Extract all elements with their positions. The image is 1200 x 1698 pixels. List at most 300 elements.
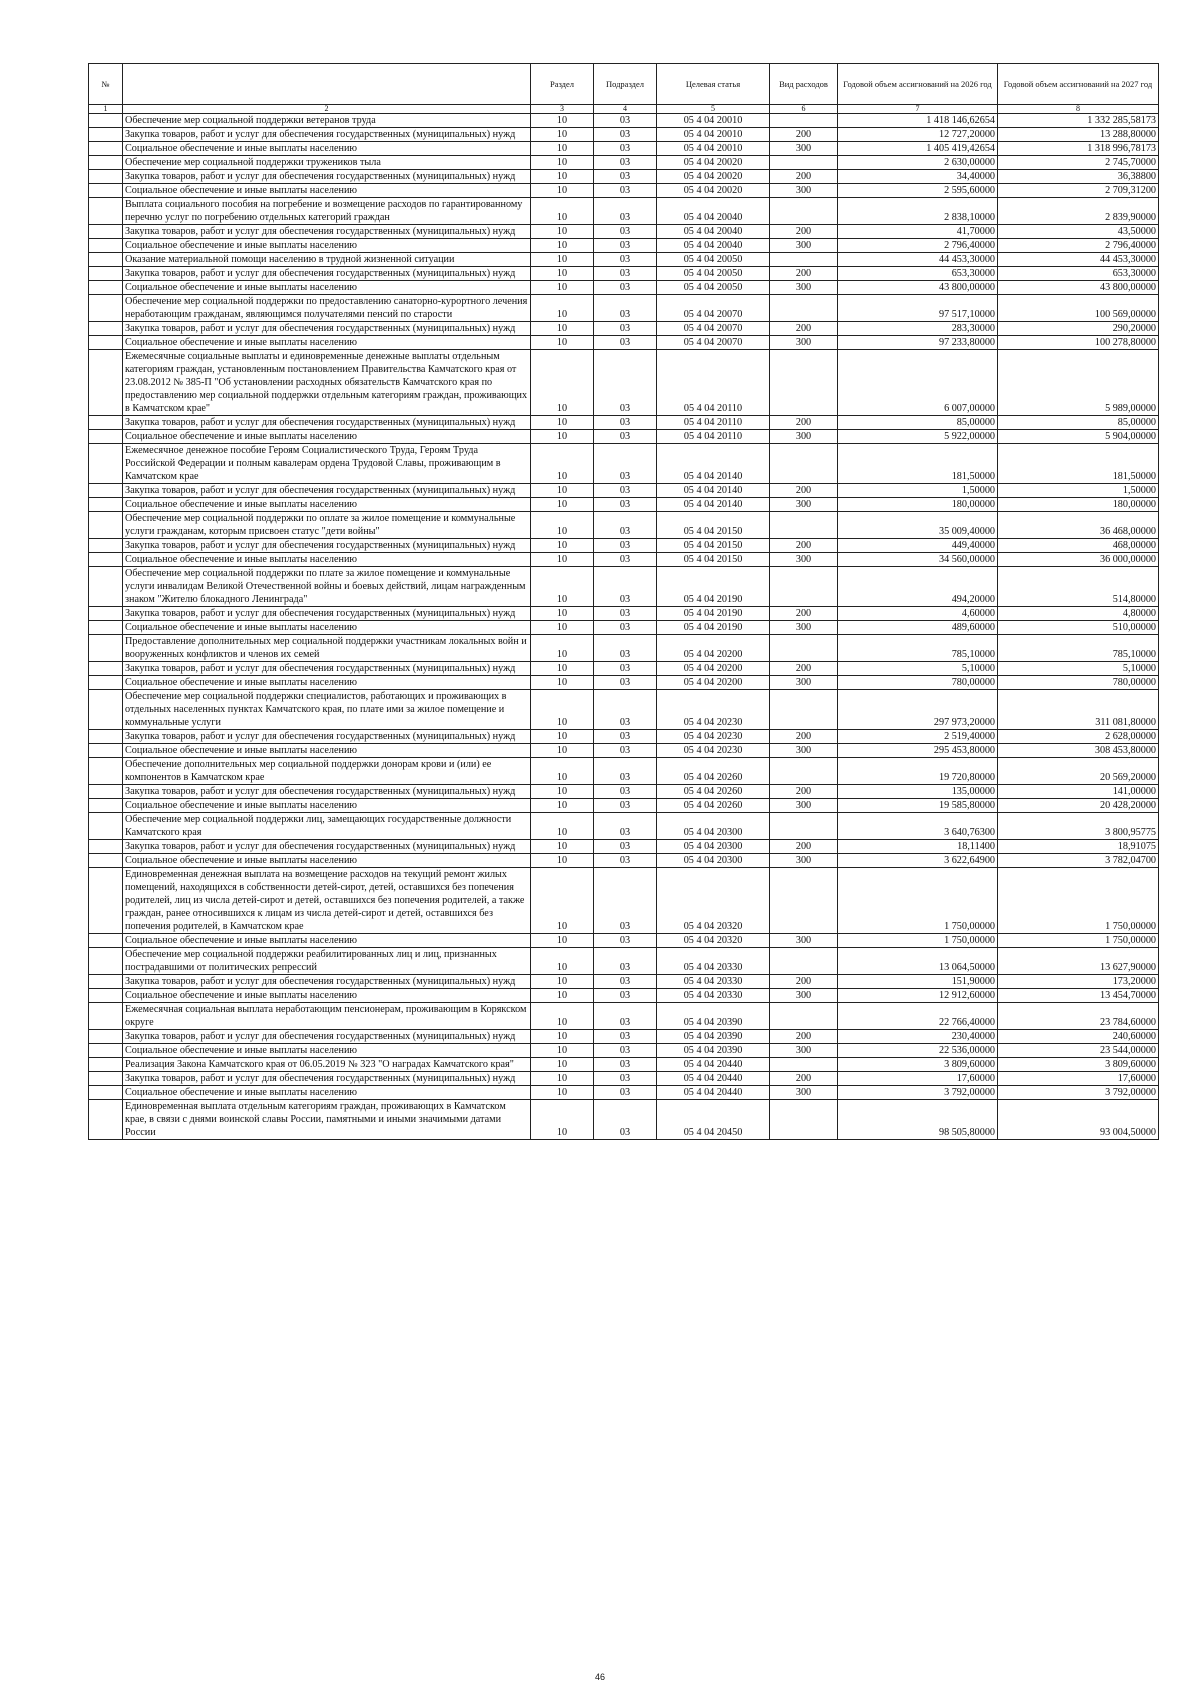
row-2027-cell: 13 288,80000: [998, 128, 1159, 142]
row-2027-cell: 13 627,90000: [998, 948, 1159, 975]
row-number-cell: [89, 676, 123, 690]
row-name-cell: Обеспечение мер социальной поддержки специалистов, работающих и проживающих в отдельных населенных пунктах Камчатского края, по плате ими за жилое помещение и коммунальные услуги: [123, 690, 531, 730]
row-target-cell: 05 4 04 20200: [657, 676, 770, 690]
row-2026-cell: 283,30000: [838, 322, 998, 336]
row-target-cell: 05 4 04 20260: [657, 799, 770, 813]
row-podrazdel-cell: 03: [594, 267, 657, 281]
row-2027-cell: 290,20000: [998, 322, 1159, 336]
row-2027-cell: 36,38800: [998, 170, 1159, 184]
row-target-cell: 05 4 04 20070: [657, 322, 770, 336]
row-number-cell: [89, 868, 123, 934]
col-header-2027: Годовой объем ассигнований на 2027 год: [998, 64, 1159, 105]
row-vid-cell: [770, 635, 838, 662]
table-row: [89, 498, 1159, 512]
col-header-podrazdel: Подраздел: [594, 64, 657, 105]
row-2026-cell: 22 536,00000: [838, 1044, 998, 1058]
row-2027-cell: 2 628,00000: [998, 730, 1159, 744]
row-podrazdel-cell: 03: [594, 198, 657, 225]
table-row: [89, 1044, 1159, 1058]
row-razdel-cell: 10: [531, 799, 594, 813]
row-2027-cell: 1 750,00000: [998, 868, 1159, 934]
row-name-cell: Обеспечение мер социальной поддержки лиц, замещающих государственные должности Камчатского края: [123, 813, 531, 840]
row-razdel-cell: 10: [531, 484, 594, 498]
budget-table-sheet: [88, 63, 1158, 1140]
column-number: 6: [770, 105, 838, 114]
row-razdel-cell: 10: [531, 295, 594, 322]
table-row: [89, 690, 1159, 730]
row-2026-cell: 449,40000: [838, 539, 998, 553]
row-2027-cell: 23 784,60000: [998, 1003, 1159, 1030]
row-vid-cell: 300: [770, 184, 838, 198]
row-target-cell: 05 4 04 20040: [657, 225, 770, 239]
row-target-cell: 05 4 04 20390: [657, 1044, 770, 1058]
row-vid-cell: 300: [770, 621, 838, 635]
table-row: [89, 484, 1159, 498]
table-row: [89, 662, 1159, 676]
row-2026-cell: 43 800,00000: [838, 281, 998, 295]
row-name-cell: Единовременная денежная выплата на возмещение расходов на текущий ремонт жилых помещений, находящихся в собственности детей-сирот, детей, оставшихся без попечения родителей, лиц из числа детей-сирот и детей, оставшихся без попечения родителей, а также граждан, ранее относившихся к лицам из числа детей-сирот и детей, оставшихся без попечения родителей, в Камчатском крае: [123, 868, 531, 934]
col-header-name: [123, 64, 531, 105]
row-razdel-cell: 10: [531, 854, 594, 868]
row-razdel-cell: 10: [531, 567, 594, 607]
row-target-cell: 05 4 04 20330: [657, 989, 770, 1003]
row-number-cell: [89, 1003, 123, 1030]
row-razdel-cell: 10: [531, 1100, 594, 1140]
row-number-cell: [89, 281, 123, 295]
row-target-cell: 05 4 04 20040: [657, 239, 770, 253]
row-name-cell: Социальное обеспечение и иные выплаты населению: [123, 1086, 531, 1100]
row-2026-cell: 3 792,00000: [838, 1086, 998, 1100]
row-vid-cell: [770, 350, 838, 416]
row-razdel-cell: 10: [531, 553, 594, 567]
row-2026-cell: 181,50000: [838, 444, 998, 484]
row-podrazdel-cell: 03: [594, 1072, 657, 1086]
row-podrazdel-cell: 03: [594, 785, 657, 799]
table-row: [89, 567, 1159, 607]
row-name-cell: Ежемесячное денежное пособие Героям Социалистического Труда, Героям Труда Российской Федерации и полным кавалерам ордена Трудовой Славы, проживающим в Камчатском крае: [123, 444, 531, 484]
row-target-cell: 05 4 04 20140: [657, 444, 770, 484]
row-2027-cell: 510,00000: [998, 621, 1159, 635]
row-vid-cell: 300: [770, 854, 838, 868]
row-podrazdel-cell: 03: [594, 156, 657, 170]
row-number-cell: [89, 170, 123, 184]
row-target-cell: 05 4 04 20260: [657, 785, 770, 799]
row-2027-cell: 2 709,31200: [998, 184, 1159, 198]
row-name-cell: Социальное обеспечение и иные выплаты населению: [123, 430, 531, 444]
row-podrazdel-cell: 03: [594, 498, 657, 512]
row-razdel-cell: 10: [531, 498, 594, 512]
row-razdel-cell: 10: [531, 813, 594, 840]
row-razdel-cell: 10: [531, 322, 594, 336]
row-podrazdel-cell: 03: [594, 142, 657, 156]
row-number-cell: [89, 989, 123, 1003]
row-number-cell: [89, 267, 123, 281]
row-number-cell: [89, 1044, 123, 1058]
row-vid-cell: 300: [770, 934, 838, 948]
row-vid-cell: 200: [770, 1072, 838, 1086]
row-2026-cell: 1 750,00000: [838, 868, 998, 934]
row-number-cell: [89, 156, 123, 170]
row-podrazdel-cell: 03: [594, 484, 657, 498]
row-number-cell: [89, 854, 123, 868]
row-2027-cell: 20 428,20000: [998, 799, 1159, 813]
row-number-cell: [89, 336, 123, 350]
row-number-cell: [89, 225, 123, 239]
row-number-cell: [89, 1072, 123, 1086]
table-row: [89, 676, 1159, 690]
row-vid-cell: [770, 758, 838, 785]
table-row: [89, 416, 1159, 430]
row-podrazdel-cell: 03: [594, 170, 657, 184]
table-row: [89, 114, 1159, 128]
row-name-cell: Обеспечение мер социальной поддержки по оплате за жилое помещение и коммунальные услуги гражданам, которым присвоен статус "дети войны": [123, 512, 531, 539]
row-podrazdel-cell: 03: [594, 934, 657, 948]
row-2026-cell: 295 453,80000: [838, 744, 998, 758]
row-podrazdel-cell: 03: [594, 607, 657, 621]
row-vid-cell: 200: [770, 128, 838, 142]
row-target-cell: 05 4 04 20300: [657, 854, 770, 868]
row-target-cell: 05 4 04 20110: [657, 430, 770, 444]
row-2027-cell: 780,00000: [998, 676, 1159, 690]
row-number-cell: [89, 758, 123, 785]
row-name-cell: Закупка товаров, работ и услуг для обеспечения государственных (муниципальных) нужд: [123, 1030, 531, 1044]
column-number: 2: [123, 105, 531, 114]
row-razdel-cell: 10: [531, 662, 594, 676]
row-vid-cell: 300: [770, 239, 838, 253]
row-2026-cell: 5 922,00000: [838, 430, 998, 444]
table-row: [89, 1058, 1159, 1072]
row-target-cell: 05 4 04 20230: [657, 744, 770, 758]
row-2026-cell: 135,00000: [838, 785, 998, 799]
row-razdel-cell: 10: [531, 1030, 594, 1044]
row-vid-cell: [770, 444, 838, 484]
row-2026-cell: 489,60000: [838, 621, 998, 635]
row-number-cell: [89, 1030, 123, 1044]
row-number-cell: [89, 662, 123, 676]
row-target-cell: 05 4 04 20440: [657, 1086, 770, 1100]
row-number-cell: [89, 744, 123, 758]
row-2026-cell: 34,40000: [838, 170, 998, 184]
row-name-cell: Закупка товаров, работ и услуг для обеспечения государственных (муниципальных) нужд: [123, 607, 531, 621]
table-row: [89, 854, 1159, 868]
page-number: 46: [594, 1672, 605, 1682]
row-2026-cell: 35 009,40000: [838, 512, 998, 539]
row-vid-cell: 300: [770, 142, 838, 156]
row-number-cell: [89, 553, 123, 567]
row-2026-cell: 4,60000: [838, 607, 998, 621]
row-target-cell: 05 4 04 20260: [657, 758, 770, 785]
row-razdel-cell: 10: [531, 142, 594, 156]
table-row: [89, 813, 1159, 840]
table-row: [89, 785, 1159, 799]
row-vid-cell: 300: [770, 989, 838, 1003]
row-razdel-cell: 10: [531, 1003, 594, 1030]
table-row: [89, 607, 1159, 621]
row-2026-cell: 2 519,40000: [838, 730, 998, 744]
row-number-cell: [89, 484, 123, 498]
row-target-cell: 05 4 04 20190: [657, 567, 770, 607]
row-target-cell: 05 4 04 20020: [657, 170, 770, 184]
row-number-cell: [89, 1086, 123, 1100]
row-razdel-cell: 10: [531, 1086, 594, 1100]
column-number: 7: [838, 105, 998, 114]
row-name-cell: Закупка товаров, работ и услуг для обеспечения государственных (муниципальных) нужд: [123, 322, 531, 336]
row-razdel-cell: 10: [531, 267, 594, 281]
row-2027-cell: 44 453,30000: [998, 253, 1159, 267]
row-2027-cell: 5 904,00000: [998, 430, 1159, 444]
row-number-cell: [89, 444, 123, 484]
row-vid-cell: 200: [770, 785, 838, 799]
row-razdel-cell: 10: [531, 128, 594, 142]
row-target-cell: 05 4 04 20010: [657, 142, 770, 156]
row-target-cell: 05 4 04 20450: [657, 1100, 770, 1140]
row-name-cell: Социальное обеспечение и иные выплаты населению: [123, 498, 531, 512]
row-podrazdel-cell: 03: [594, 322, 657, 336]
row-vid-cell: [770, 690, 838, 730]
row-2026-cell: 2 838,10000: [838, 198, 998, 225]
row-razdel-cell: 10: [531, 840, 594, 854]
row-podrazdel-cell: 03: [594, 444, 657, 484]
table-row: [89, 840, 1159, 854]
row-razdel-cell: 10: [531, 225, 594, 239]
row-2027-cell: 43 800,00000: [998, 281, 1159, 295]
row-name-cell: Единовременная выплата отдельным категориям граждан, проживающих в Камчатском крае, в связи с днями воинской славы России, памятными и иными значимыми датами России: [123, 1100, 531, 1140]
table-row: [89, 730, 1159, 744]
row-name-cell: Социальное обеспечение и иные выплаты населению: [123, 239, 531, 253]
row-podrazdel-cell: 03: [594, 744, 657, 758]
table-row: [89, 1100, 1159, 1140]
row-vid-cell: [770, 868, 838, 934]
row-vid-cell: 300: [770, 498, 838, 512]
row-razdel-cell: 10: [531, 934, 594, 948]
row-target-cell: 05 4 04 20020: [657, 156, 770, 170]
row-2026-cell: 44 453,30000: [838, 253, 998, 267]
row-target-cell: 05 4 04 20140: [657, 498, 770, 512]
table-row: [89, 239, 1159, 253]
row-2026-cell: 19 585,80000: [838, 799, 998, 813]
row-razdel-cell: 10: [531, 975, 594, 989]
column-number-row: [89, 105, 1159, 114]
row-podrazdel-cell: 03: [594, 854, 657, 868]
table-row: [89, 322, 1159, 336]
column-number: 8: [998, 105, 1159, 114]
row-name-cell: Закупка товаров, работ и услуг для обеспечения государственных (муниципальных) нужд: [123, 225, 531, 239]
table-row: [89, 198, 1159, 225]
row-number-cell: [89, 567, 123, 607]
row-2027-cell: 1 318 996,78173: [998, 142, 1159, 156]
row-podrazdel-cell: 03: [594, 350, 657, 416]
row-razdel-cell: 10: [531, 430, 594, 444]
row-2026-cell: 85,00000: [838, 416, 998, 430]
row-razdel-cell: 10: [531, 635, 594, 662]
row-2027-cell: 468,00000: [998, 539, 1159, 553]
row-name-cell: Социальное обеспечение и иные выплаты населению: [123, 676, 531, 690]
row-number-cell: [89, 1058, 123, 1072]
row-2027-cell: 1 332 285,58173: [998, 114, 1159, 128]
row-vid-cell: 300: [770, 281, 838, 295]
table-row: [89, 621, 1159, 635]
row-2026-cell: 1,50000: [838, 484, 998, 498]
row-2026-cell: 12 912,60000: [838, 989, 998, 1003]
row-vid-cell: 200: [770, 267, 838, 281]
row-number-cell: [89, 948, 123, 975]
table-row: [89, 281, 1159, 295]
row-name-cell: Социальное обеспечение и иные выплаты населению: [123, 1044, 531, 1058]
row-vid-cell: 200: [770, 730, 838, 744]
row-podrazdel-cell: 03: [594, 975, 657, 989]
row-2026-cell: 3 640,76300: [838, 813, 998, 840]
row-vid-cell: 300: [770, 744, 838, 758]
row-name-cell: Социальное обеспечение и иные выплаты населению: [123, 553, 531, 567]
row-podrazdel-cell: 03: [594, 948, 657, 975]
row-razdel-cell: 10: [531, 253, 594, 267]
row-vid-cell: [770, 114, 838, 128]
row-target-cell: 05 4 04 20150: [657, 539, 770, 553]
row-name-cell: Выплата социального пособия на погребение и возмещение расходов по гарантированному перечню услуг по погребению отдельных категорий граждан: [123, 198, 531, 225]
row-podrazdel-cell: 03: [594, 281, 657, 295]
row-2027-cell: 3 782,04700: [998, 854, 1159, 868]
row-target-cell: 05 4 04 20050: [657, 281, 770, 295]
row-vid-cell: 300: [770, 799, 838, 813]
row-2026-cell: 180,00000: [838, 498, 998, 512]
row-number-cell: [89, 1100, 123, 1140]
row-number-cell: [89, 934, 123, 948]
row-2026-cell: 5,10000: [838, 662, 998, 676]
column-number: 1: [89, 105, 123, 114]
row-number-cell: [89, 253, 123, 267]
table-row: [89, 142, 1159, 156]
row-target-cell: 05 4 04 20190: [657, 621, 770, 635]
row-number-cell: [89, 730, 123, 744]
table-row: [89, 1003, 1159, 1030]
row-razdel-cell: 10: [531, 170, 594, 184]
row-2026-cell: 3 809,60000: [838, 1058, 998, 1072]
table-row: [89, 989, 1159, 1003]
row-2026-cell: 34 560,00000: [838, 553, 998, 567]
row-podrazdel-cell: 03: [594, 239, 657, 253]
row-2026-cell: 17,60000: [838, 1072, 998, 1086]
row-target-cell: 05 4 04 20330: [657, 948, 770, 975]
row-podrazdel-cell: 03: [594, 1003, 657, 1030]
row-2027-cell: 100 278,80000: [998, 336, 1159, 350]
row-name-cell: Обеспечение мер социальной поддержки по предоставлению санаторно-курортного лечения неработающим гражданам, являющимся получателями пенсий по старости: [123, 295, 531, 322]
row-vid-cell: 300: [770, 1086, 838, 1100]
row-podrazdel-cell: 03: [594, 730, 657, 744]
row-target-cell: 05 4 04 20050: [657, 267, 770, 281]
row-2027-cell: 36 468,00000: [998, 512, 1159, 539]
row-vid-cell: [770, 813, 838, 840]
row-name-cell: Социальное обеспечение и иные выплаты населению: [123, 934, 531, 948]
row-podrazdel-cell: 03: [594, 430, 657, 444]
row-name-cell: Ежемесячные социальные выплаты и единовременные денежные выплаты отдельным категориям граждан, установленным постановлением Правительства Камчатского края от 23.08.2012 № 385-П "Об установлении расходных обязательств Камчатского края по предоставлению мер социальной поддержки отдельным категориям граждан, проживающих в Камчатском крае": [123, 350, 531, 416]
row-2026-cell: 97 233,80000: [838, 336, 998, 350]
row-number-cell: [89, 322, 123, 336]
row-razdel-cell: 10: [531, 539, 594, 553]
table-row: [89, 512, 1159, 539]
row-razdel-cell: 10: [531, 444, 594, 484]
table-row: [89, 539, 1159, 553]
row-podrazdel-cell: 03: [594, 295, 657, 322]
row-podrazdel-cell: 03: [594, 799, 657, 813]
row-podrazdel-cell: 03: [594, 253, 657, 267]
row-vid-cell: [770, 948, 838, 975]
row-name-cell: Закупка товаров, работ и услуг для обеспечения государственных (муниципальных) нужд: [123, 662, 531, 676]
row-name-cell: Предоставление дополнительных мер социальной поддержки участникам локальных войн и вооруженных конфликтов и членов их семей: [123, 635, 531, 662]
row-razdel-cell: 10: [531, 948, 594, 975]
row-razdel-cell: 10: [531, 281, 594, 295]
table-row: [89, 253, 1159, 267]
row-razdel-cell: 10: [531, 156, 594, 170]
row-vid-cell: [770, 253, 838, 267]
row-2027-cell: 100 569,00000: [998, 295, 1159, 322]
row-vid-cell: 200: [770, 225, 838, 239]
row-number-cell: [89, 350, 123, 416]
row-2026-cell: 2 630,00000: [838, 156, 998, 170]
row-razdel-cell: 10: [531, 512, 594, 539]
row-vid-cell: [770, 1003, 838, 1030]
row-name-cell: Закупка товаров, работ и услуг для обеспечения государственных (муниципальных) нужд: [123, 730, 531, 744]
row-2027-cell: 20 569,20000: [998, 758, 1159, 785]
row-vid-cell: 200: [770, 170, 838, 184]
header-row: [89, 64, 1159, 105]
row-2026-cell: 297 973,20000: [838, 690, 998, 730]
row-2026-cell: 13 064,50000: [838, 948, 998, 975]
table-row: [89, 267, 1159, 281]
row-number-cell: [89, 607, 123, 621]
row-razdel-cell: 10: [531, 868, 594, 934]
row-name-cell: Социальное обеспечение и иные выплаты населению: [123, 184, 531, 198]
row-number-cell: [89, 416, 123, 430]
row-number-cell: [89, 621, 123, 635]
row-target-cell: 05 4 04 20020: [657, 184, 770, 198]
row-vid-cell: 200: [770, 840, 838, 854]
table-row: [89, 948, 1159, 975]
row-2027-cell: 2 796,40000: [998, 239, 1159, 253]
row-name-cell: Закупка товаров, работ и услуг для обеспечения государственных (муниципальных) нужд: [123, 539, 531, 553]
row-number-cell: [89, 295, 123, 322]
table-row: [89, 934, 1159, 948]
row-podrazdel-cell: 03: [594, 840, 657, 854]
row-podrazdel-cell: 03: [594, 813, 657, 840]
row-vid-cell: [770, 198, 838, 225]
row-target-cell: 05 4 04 20070: [657, 295, 770, 322]
row-name-cell: Обеспечение мер социальной поддержки ветеранов труда: [123, 114, 531, 128]
row-vid-cell: 200: [770, 607, 838, 621]
row-target-cell: 05 4 04 20200: [657, 662, 770, 676]
row-2026-cell: 19 720,80000: [838, 758, 998, 785]
row-vid-cell: 300: [770, 676, 838, 690]
row-number-cell: [89, 975, 123, 989]
row-vid-cell: 300: [770, 430, 838, 444]
row-target-cell: 05 4 04 20010: [657, 128, 770, 142]
row-razdel-cell: 10: [531, 198, 594, 225]
row-razdel-cell: 10: [531, 989, 594, 1003]
row-podrazdel-cell: 03: [594, 1030, 657, 1044]
row-vid-cell: [770, 295, 838, 322]
row-name-cell: Оказание материальной помощи населению в трудной жизненной ситуации: [123, 253, 531, 267]
row-target-cell: 05 4 04 20440: [657, 1072, 770, 1086]
row-podrazdel-cell: 03: [594, 539, 657, 553]
table-row: [89, 430, 1159, 444]
table-row: [89, 295, 1159, 322]
table-row: [89, 635, 1159, 662]
row-target-cell: 05 4 04 20110: [657, 416, 770, 430]
column-number: 5: [657, 105, 770, 114]
row-podrazdel-cell: 03: [594, 225, 657, 239]
row-2027-cell: 43,50000: [998, 225, 1159, 239]
row-vid-cell: [770, 1058, 838, 1072]
row-podrazdel-cell: 03: [594, 690, 657, 730]
